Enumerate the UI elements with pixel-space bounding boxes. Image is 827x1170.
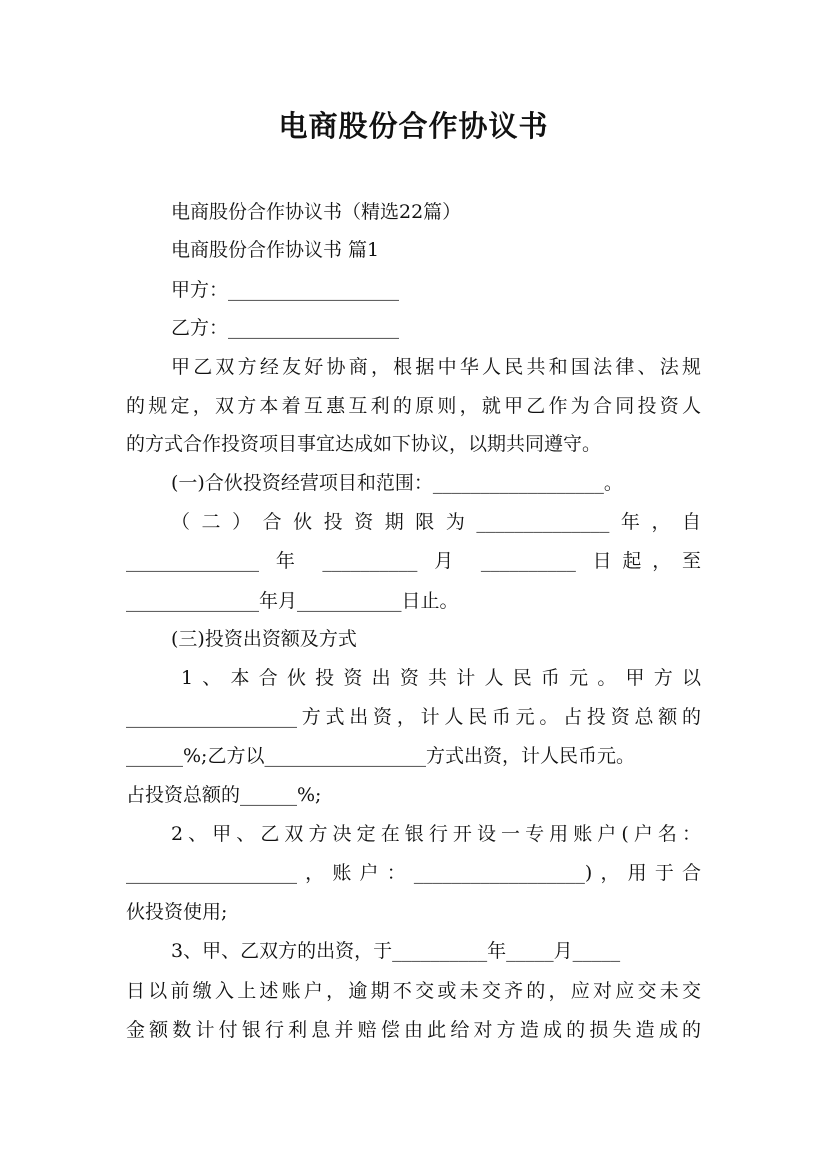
doc-line: ______%;乙方以_________________方式出资，计人民币元。 (126, 745, 635, 767)
doc-line: 电商股份合作协议书（精选22篇） (171, 201, 462, 223)
doc-line: 3、甲、乙双方的出资，于__________年_____月_____ (171, 940, 621, 962)
doc-line: 日以前缴入上述账户，逾期不交或未交齐的，应对应交未交 (126, 980, 701, 1002)
doc-line: (一)合伙投资经营项目和范围：__________________。 (171, 472, 623, 494)
doc-line: （二）合伙投资期限为______________年，自 (171, 511, 701, 533)
doc-line: 1、本合伙投资出资共计人民币元。甲方以 (181, 667, 701, 689)
doc-line: 的规定，双方本着互惠互利的原则，就甲乙作为合同投资人 (126, 395, 701, 417)
doc-line: ______________年月___________日止。 (126, 590, 459, 612)
doc-line: 2、甲、乙双方决定在银行开设一专用账户(户名： (171, 823, 701, 845)
doc-line: 乙方：__________________ (171, 317, 400, 339)
doc-line: 的方式合作投资项目事宜达成如下协议，以期共同遵守。 (126, 433, 602, 455)
doc-line: ______________ 年 __________ 月 __________ 日起，至 (126, 550, 701, 572)
doc-line: 甲方：__________________ (171, 279, 400, 301)
doc-line: 伙投资使用; (126, 901, 228, 923)
doc-line: 电商股份合作协议书 篇1 (171, 239, 380, 261)
doc-line: 甲乙双方经友好协商，根据中华人民共和国法律、法规 (171, 356, 701, 378)
doc-line: (三)投资出资额及方式 (171, 628, 357, 650)
doc-line: 占投资总额的______%; (126, 784, 322, 806)
doc-line: __________________，账户：__________________)，用于合 (126, 862, 701, 884)
document-title: 电商股份合作协议书 (278, 109, 549, 143)
doc-line: __________________方式出资，计人民币元。占投资总额的 (126, 706, 701, 728)
doc-line: 金额数计付银行利息并赔偿由此给对方造成的损失造成的 (126, 1019, 701, 1041)
